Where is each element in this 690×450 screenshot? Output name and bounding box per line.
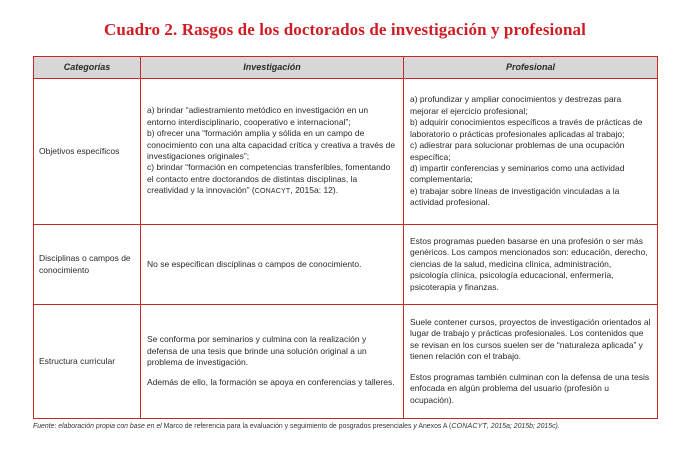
list-item: b) ofrecer una “formación amplia y sólida en un campo de conocimiento con una alta capacidad crítica y creativa a través de investigaciones originales”; [147,128,396,161]
list-item: a) brindar “adiestramiento metódico en investigación en un entorno interdisciplinario, cooperativo e internacional”; [147,105,369,127]
paragraph: Además de ello, la formación se apoya en conferencias y talleres. [147,377,395,388]
list-item: e) trabajar sobre líneas de investigación vinculadas a la actividad profesional. [410,185,620,208]
list-item: c) adiestrar para solucionar problemas de una ocupación específica; [410,140,625,162]
table-row [34,305,658,419]
category-cell: Disciplinas o campos de conocimiento [34,225,141,305]
item-citation: , 2015a: 12). [290,185,339,196]
source-annex: Anexos A ( [416,423,452,430]
source-prefix: Fuente: elaboración propia con base en el [33,423,162,430]
list-item: b) adquirir conocimientos específicos a través de prácticas de laboratorio o prácticas profesionales aplicadas al trabajo; [410,117,643,139]
profesional-cell [404,305,658,419]
source-document: Marco de referencia para la evaluación y seguimiento de posgrados presenciales [161,423,414,430]
org-abbrev: CONACYT [254,188,291,196]
list-item [147,162,397,197]
header-categorias: Categorías [34,57,141,79]
paragraph: Se conforma por seminarios y culmina con la realización y defensa de una tesis que brinde una solución original a un problema de investigación. [147,334,367,367]
paragraph: Estos programas también culminan con la defensa de una tesis enfocada en algún problema del usuario (profesión u ocupación). [410,371,650,405]
comparison-table [33,56,658,419]
header-investigacion: Investigación [141,57,404,79]
investigacion-cell [141,305,404,419]
investigacion-cell [141,79,404,225]
header-row [34,57,658,79]
table-row [34,79,658,225]
source-conjunction: y [413,423,417,430]
list-item: d) impartir conferencias y seminarios como una actividad complementaria; [410,162,625,185]
profesional-cell: Estos programas pueden basarse en una profesión o ser más genéricos. Los campos mencionados son: educación, derecho, ciencias de la salud, medicina clínica, administración, psicología clínica, psicología educacional, enfermería, psicoterapia y finanzas. [404,225,658,305]
table-row [34,225,658,305]
category-cell: Estructura curricular [34,305,141,419]
table-title: Cuadro 2. Rasgos de los doctorados de investigación y profesional [104,20,586,39]
paragraph: Suele contener cursos, proyectos de investigación orientados al lugar de trabajo y prácticas profesionales. Los contenidos que se revisan en los cursos suelen ser de “naturaleza aplicada” y tienen relación con el trabajo. [410,317,651,362]
header-profesional: Profesional [404,57,658,79]
category-cell: Objetivos específicos [34,79,141,225]
source-tail: , 2015a; 2015b; 2015c). [486,423,560,430]
source-note [33,423,673,430]
investigacion-cell: No se especifican disciplinas o campos de conocimiento. [141,225,404,305]
item-text: c) brindar “formación en competencias transferibles, fomentando el contacto entre doctorandos de distintas disciplinas, la creatividad y la innovación” ( [147,162,391,196]
list-item: a) profundizar y ampliar conocimientos y destrezas para mejorar el ejercicio profesional; [410,94,622,116]
profesional-cell [404,79,658,225]
source-org: CONACYT [451,423,487,430]
